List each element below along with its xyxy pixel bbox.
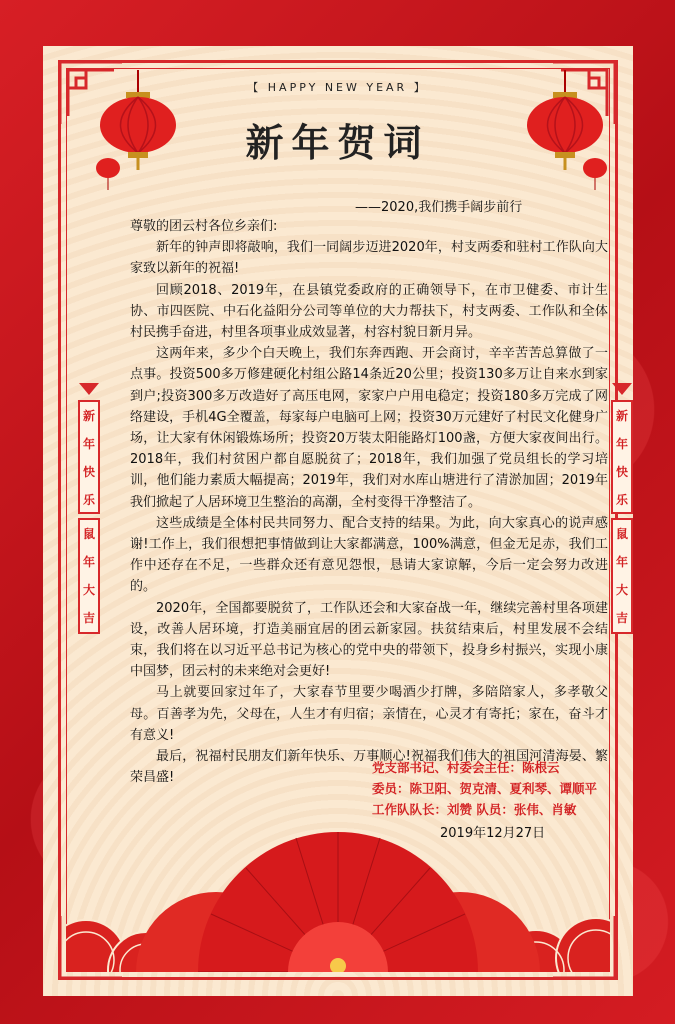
letter-paragraph: 马上就要回家过年了，大家春节里要少喝酒少打牌，多陪陪家人，多孝敬父母。百善孝为先，父母在，人生才有归宿；亲情在，心灵才有寄托；家在，奋斗才有意义!: [130, 685, 608, 743]
letter-greeting: 尊敬的团云村各位乡亲们:: [130, 219, 278, 234]
fan-icon: [66, 830, 610, 972]
left-banner: [78, 382, 100, 625]
banner-char: 乐: [82, 493, 95, 507]
banner-char: 年: [615, 555, 628, 569]
banner-char: 吉: [615, 611, 628, 625]
signature-line-3: 工作队队长：刘赞 队员：张伟、肖敏: [372, 802, 577, 817]
banner-char: 快: [615, 465, 628, 479]
triangle-icon: [611, 382, 633, 396]
signature-line-1: 党支部书记、村委会主任：陈根云: [372, 760, 560, 775]
banner-text-bottom: [611, 518, 633, 634]
banner-char: 鼠: [82, 527, 95, 541]
banner-char: 大: [82, 583, 95, 597]
right-banner: [611, 382, 633, 625]
letter-paragraph: 这些成绩是全体村民共同努力、配合支持的结果。为此，向大家真心的说声感谢!工作上，我们很想把事情做到让大家都满意，100%满意，但金无足赤，我们工作中还存在不足，一些群众还有意见怨恨，恳请大家谅解，今后一定会努力改进的。: [130, 515, 608, 595]
letter-paragraph: 新年的钟声即将敲响，我们一同阔步迈进2020年，村支两委和驻村工作队向大家致以新年的祝福!: [130, 240, 608, 277]
letter-body: [130, 216, 608, 788]
banner-char: 年: [615, 437, 628, 451]
signature-line-2: 委员：陈卫阳、贺克清、夏利琴、谭顺平: [372, 781, 598, 796]
banner-char: 新: [82, 409, 95, 423]
triangle-icon: [78, 382, 100, 396]
letter-paragraph: 2020年，全国都要脱贫了，工作队还会和大家奋战一年，继续完善村里各项建设，改善人居环境，打造美丽宜居的团云新家园。扶贫结束后，村里发展不会结束，我们将在以习近平总书记为核心的党中央的带领下，投身乡村振兴，实现小康中国梦，团云村的未来绝对会更好!: [130, 600, 608, 680]
banner-text-top: [611, 400, 633, 514]
banner-char: 吉: [82, 611, 95, 625]
banner-char: 年: [82, 437, 95, 451]
banner-text-bottom: [78, 518, 100, 634]
letter-date: 2019年12月27日: [440, 826, 546, 841]
banner-char: 鼠: [615, 527, 628, 541]
letter-paragraph: 这两年来，多少个白天晚上，我们东奔西跑、开会商讨，辛辛苦苦总算做了一点事。投资500多万修建硬化村组公路14条近20公里；投资130多万让自来水到家到户;投资300多万改造好了高压电网，家家户户用电稳定；投资180多万完成了网络建设，手机4G全覆盖，每家每户电脑可上网；投资30万元建好了村民文化健身广场，让大家有休闲锻炼场所；投资20万装太阳能路灯100盏，方便大家夜间出行。2018年，我们村贫困户都自愿脱贫了；2018年，我们加强了党员组长的学习培训，他们能力素质大幅提高；2019年，我们对水库山塘进行了清淤加固；2019年我们掀起了人居环境卫生整治的高潮，全村变得干净整洁了。: [130, 346, 608, 510]
page-subtitle: ——2020,我们携手阔步前行: [355, 200, 523, 215]
banner-char: 新: [615, 409, 628, 423]
bottom-decoration: [66, 830, 610, 972]
banner-char: 快: [82, 465, 95, 479]
letter-paragraph: 回顾2018、2019年，在县镇党委政府的正确领导下，在市卫健委、市计生协、市四医院、中石化益阳分公司等单位的大力帮扶下，村支两委、工作队和全体村民携手奋进，村里各项事业成效显著，村容村貌日新月异。: [130, 282, 608, 341]
banner-char: 大: [615, 583, 628, 597]
banner-text-top: [78, 400, 100, 514]
page-title: 新年贺词: [245, 120, 430, 165]
letter-paragraph: 最后，祝福村民朋友们新年快乐、万事顺心!祝福我们伟大的祖国河清海晏、繁荣昌盛!: [130, 749, 608, 786]
banner-char: 年: [82, 555, 95, 569]
banner-char: 乐: [615, 493, 628, 507]
header-tagline: 【 HAPPY NEW YEAR 】: [247, 81, 428, 94]
